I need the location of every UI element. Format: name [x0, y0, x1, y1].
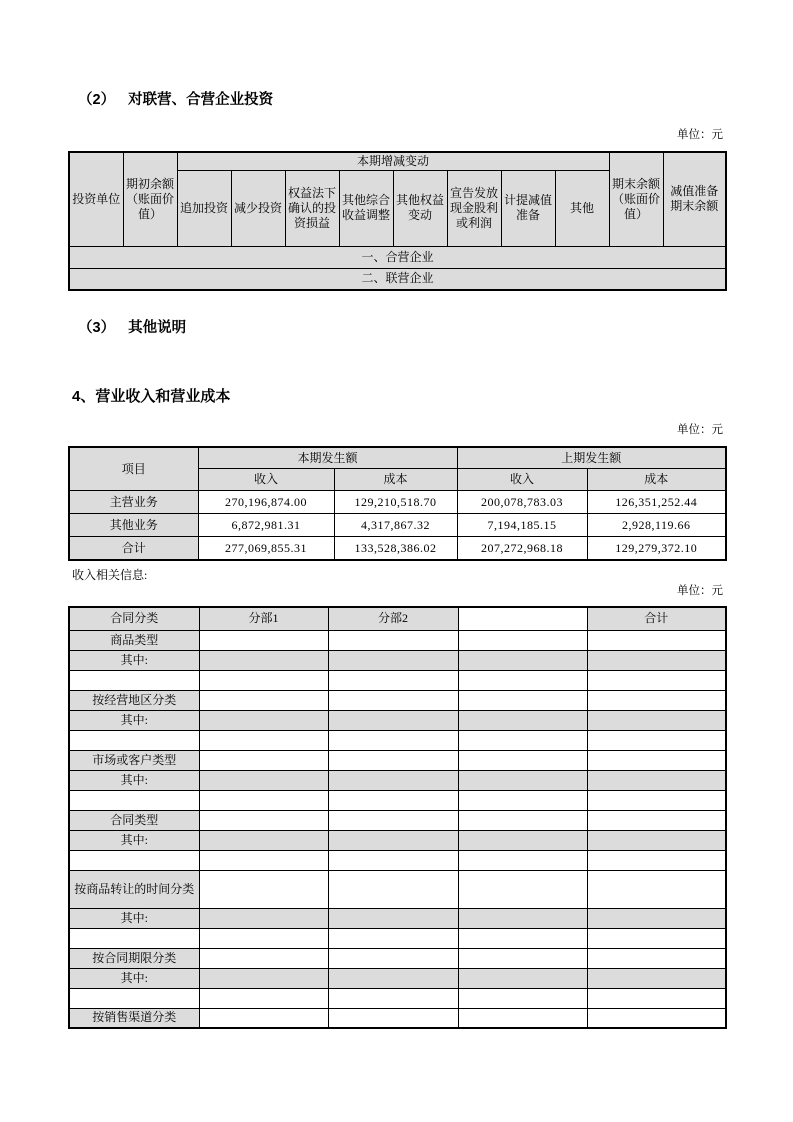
value-cell: 7,194,185.15 [457, 514, 587, 537]
table-row [69, 607, 726, 630]
blank-cell [587, 750, 726, 770]
blank-cell [458, 710, 587, 730]
col-prior-income: 收入 [457, 469, 587, 491]
table-row [69, 908, 726, 928]
blank-cell [458, 730, 587, 750]
col-current-income: 收入 [198, 469, 334, 491]
blank-cell [69, 730, 199, 750]
blank-cell [587, 1008, 726, 1028]
blank-cell [458, 690, 587, 710]
row-associates: 二、联营企业 [69, 268, 726, 290]
col-prior-period: 上期发生额 [457, 447, 726, 469]
blank-cell [199, 750, 328, 770]
blank-cell [328, 928, 458, 948]
row-label-including: 其中: [69, 830, 199, 850]
blank-cell [199, 1008, 328, 1028]
blank-cell [587, 650, 726, 670]
blank-cell [328, 730, 458, 750]
blank-cell [587, 710, 726, 730]
section-2-heading [78, 90, 725, 110]
blank-cell [328, 690, 458, 710]
table-row [69, 246, 726, 268]
row-label-including: 其中: [69, 770, 199, 790]
row-label-by-sales-channel: 按销售渠道分类 [69, 1008, 199, 1028]
table-row [69, 850, 726, 870]
section-3-heading [78, 318, 725, 338]
table-row [69, 514, 726, 537]
blank-cell [328, 670, 458, 690]
blank-cell [328, 908, 458, 928]
row-label-including: 其中: [69, 908, 199, 928]
table-row [69, 810, 726, 830]
value-cell: 129,210,518.70 [334, 491, 457, 514]
value-cell: 207,272,968.18 [457, 537, 587, 560]
table-row [69, 710, 726, 730]
value-cell: 4,317,867.32 [334, 514, 457, 537]
blank-cell [587, 770, 726, 790]
col-segment-2: 分部2 [328, 607, 458, 630]
col-group-period-change: 本期增减变动 [177, 152, 609, 171]
blank-cell [328, 630, 458, 650]
blank-cell [587, 790, 726, 810]
row-label-including: 其中: [69, 650, 199, 670]
col-current-period: 本期发生额 [198, 447, 457, 469]
col-opening-balance: 期初余额（账面价值） [123, 152, 177, 247]
blank-cell [458, 870, 587, 908]
row-label-including: 其中: [69, 968, 199, 988]
blank-cell [199, 710, 328, 730]
blank-cell [458, 968, 587, 988]
col-additional-investment: 追加投资 [177, 170, 231, 246]
blank-cell [199, 948, 328, 968]
col-equity-method-pnl: 权益法下确认的投资损益 [285, 170, 339, 246]
blank-cell [328, 650, 458, 670]
table-row [69, 630, 726, 650]
unit-label-1: 单位：元 [677, 129, 723, 142]
blank-cell [328, 1008, 458, 1028]
table-row [69, 491, 726, 514]
col-reduced-investment: 减少投资 [231, 170, 285, 246]
row-label-total: 合计 [69, 537, 198, 560]
blank-cell [328, 710, 458, 730]
section-4-heading: 4、营业收入和营业成本 [72, 388, 231, 406]
blank-cell [328, 870, 458, 908]
blank-cell [458, 770, 587, 790]
table-row [69, 988, 726, 1008]
blank-cell [587, 670, 726, 690]
blank-cell [69, 988, 199, 1008]
blank-cell [328, 948, 458, 968]
col-segment-1: 分部1 [199, 607, 328, 630]
table-row [69, 537, 726, 560]
blank-cell [458, 928, 587, 948]
blank-cell [587, 928, 726, 948]
blank-cell [458, 948, 587, 968]
blank-cell [587, 830, 726, 850]
col-item: 项目 [69, 447, 198, 491]
table-row [69, 670, 726, 690]
blank-cell [587, 908, 726, 928]
revenue-breakdown-table [68, 606, 727, 1029]
table-row [69, 790, 726, 810]
value-cell: 126,351,252.44 [587, 491, 726, 514]
table-row [69, 730, 726, 750]
blank-cell [199, 650, 328, 670]
blank-cell [458, 750, 587, 770]
row-label-contract-type: 合同类型 [69, 810, 199, 830]
section-3-title: 其他说明 [128, 320, 187, 337]
blank-cell [587, 810, 726, 830]
blank-cell [199, 870, 328, 908]
blank-cell [199, 928, 328, 948]
blank-cell [199, 730, 328, 750]
row-label-goods-type: 商品类型 [69, 630, 199, 650]
section-3-number: （3） [78, 320, 116, 337]
unit-label-2: 单位：元 [677, 424, 723, 437]
blank-cell [458, 670, 587, 690]
blank-cell [458, 630, 587, 650]
blank-cell [458, 908, 587, 928]
table-row [69, 948, 726, 968]
col-contract-classification: 合同分类 [69, 607, 199, 630]
table-row [69, 447, 726, 469]
revenue-table [68, 446, 727, 561]
table-row [69, 152, 726, 171]
blank-cell [328, 850, 458, 870]
investment-table [68, 151, 727, 292]
col-other: 其他 [555, 170, 609, 246]
blank-cell [199, 988, 328, 1008]
row-label-by-region: 按经营地区分类 [69, 690, 199, 710]
table-row [69, 770, 726, 790]
blank-cell [69, 850, 199, 870]
table-row [69, 928, 726, 948]
col-other-equity-change: 其他权益变动 [393, 170, 447, 246]
value-cell: 133,528,386.02 [334, 537, 457, 560]
blank-cell [458, 850, 587, 870]
blank-cell [199, 810, 328, 830]
row-label-other-business: 其他业务 [69, 514, 198, 537]
table-row [69, 690, 726, 710]
blank-cell [69, 928, 199, 948]
unit-label-3: 单位：元 [677, 584, 723, 597]
revenue-info-label: 收入相关信息: [72, 567, 148, 582]
blank-cell [587, 968, 726, 988]
row-label-by-contract-term: 按合同期限分类 [69, 948, 199, 968]
blank-cell [458, 790, 587, 810]
value-cell: 270,196,874.00 [198, 491, 334, 514]
blank-cell [587, 690, 726, 710]
blank-cell [328, 968, 458, 988]
table-row [69, 1008, 726, 1028]
row-label-main-business: 主营业务 [69, 491, 198, 514]
blank-cell [199, 908, 328, 928]
value-cell: 129,279,372.10 [587, 537, 726, 560]
blank-cell [199, 690, 328, 710]
table-row [69, 750, 726, 770]
blank-cell [199, 790, 328, 810]
col-impairment-closing: 减值准备期末余额 [663, 152, 726, 247]
blank-cell [587, 948, 726, 968]
blank-cell [458, 810, 587, 830]
blank-cell [69, 790, 199, 810]
value-cell: 2,928,119.66 [587, 514, 726, 537]
col-prior-cost: 成本 [587, 469, 726, 491]
blank-cell [328, 770, 458, 790]
value-cell: 277,069,855.31 [198, 537, 334, 560]
value-cell: 6,872,981.31 [198, 514, 334, 537]
blank-cell [458, 1008, 587, 1028]
col-total: 合计 [587, 607, 726, 630]
blank-header-cell [458, 607, 587, 630]
col-closing-balance: 期末余额（账面价值） [609, 152, 663, 247]
blank-cell [328, 830, 458, 850]
row-label-market-or-customer-type: 市场或客户类型 [69, 750, 199, 770]
blank-cell [328, 790, 458, 810]
blank-cell [458, 988, 587, 1008]
blank-cell [458, 650, 587, 670]
table-row [69, 870, 726, 908]
table-row [69, 650, 726, 670]
blank-cell [199, 850, 328, 870]
row-joint-ventures: 一、合营企业 [69, 246, 726, 268]
blank-cell [587, 850, 726, 870]
row-label-by-transfer-timing: 按商品转让的时间分类 [69, 870, 199, 908]
blank-cell [587, 630, 726, 650]
blank-cell [587, 730, 726, 750]
section-2-title: 对联营、合营企业投资 [128, 92, 274, 108]
col-invest-unit: 投资单位 [69, 152, 123, 247]
value-cell: 200,078,783.03 [457, 491, 587, 514]
table-row [69, 968, 726, 988]
blank-cell [69, 670, 199, 690]
table-row [69, 268, 726, 290]
col-oci-adjustment: 其他综合收益调整 [339, 170, 393, 246]
blank-cell [587, 988, 726, 1008]
blank-cell [328, 750, 458, 770]
col-declared-dividend: 宣告发放现金股利或利润 [447, 170, 501, 246]
table-row [69, 830, 726, 850]
blank-cell [328, 810, 458, 830]
blank-cell [458, 830, 587, 850]
col-current-cost: 成本 [334, 469, 457, 491]
col-impairment-provision: 计提减值准备 [501, 170, 555, 246]
blank-cell [199, 630, 328, 650]
blank-cell [328, 988, 458, 1008]
blank-cell [199, 830, 328, 850]
blank-cell [199, 670, 328, 690]
section-2-number: （2） [78, 92, 116, 108]
blank-cell [199, 968, 328, 988]
blank-cell [199, 770, 328, 790]
blank-cell [587, 870, 726, 908]
row-label-including: 其中: [69, 710, 199, 730]
